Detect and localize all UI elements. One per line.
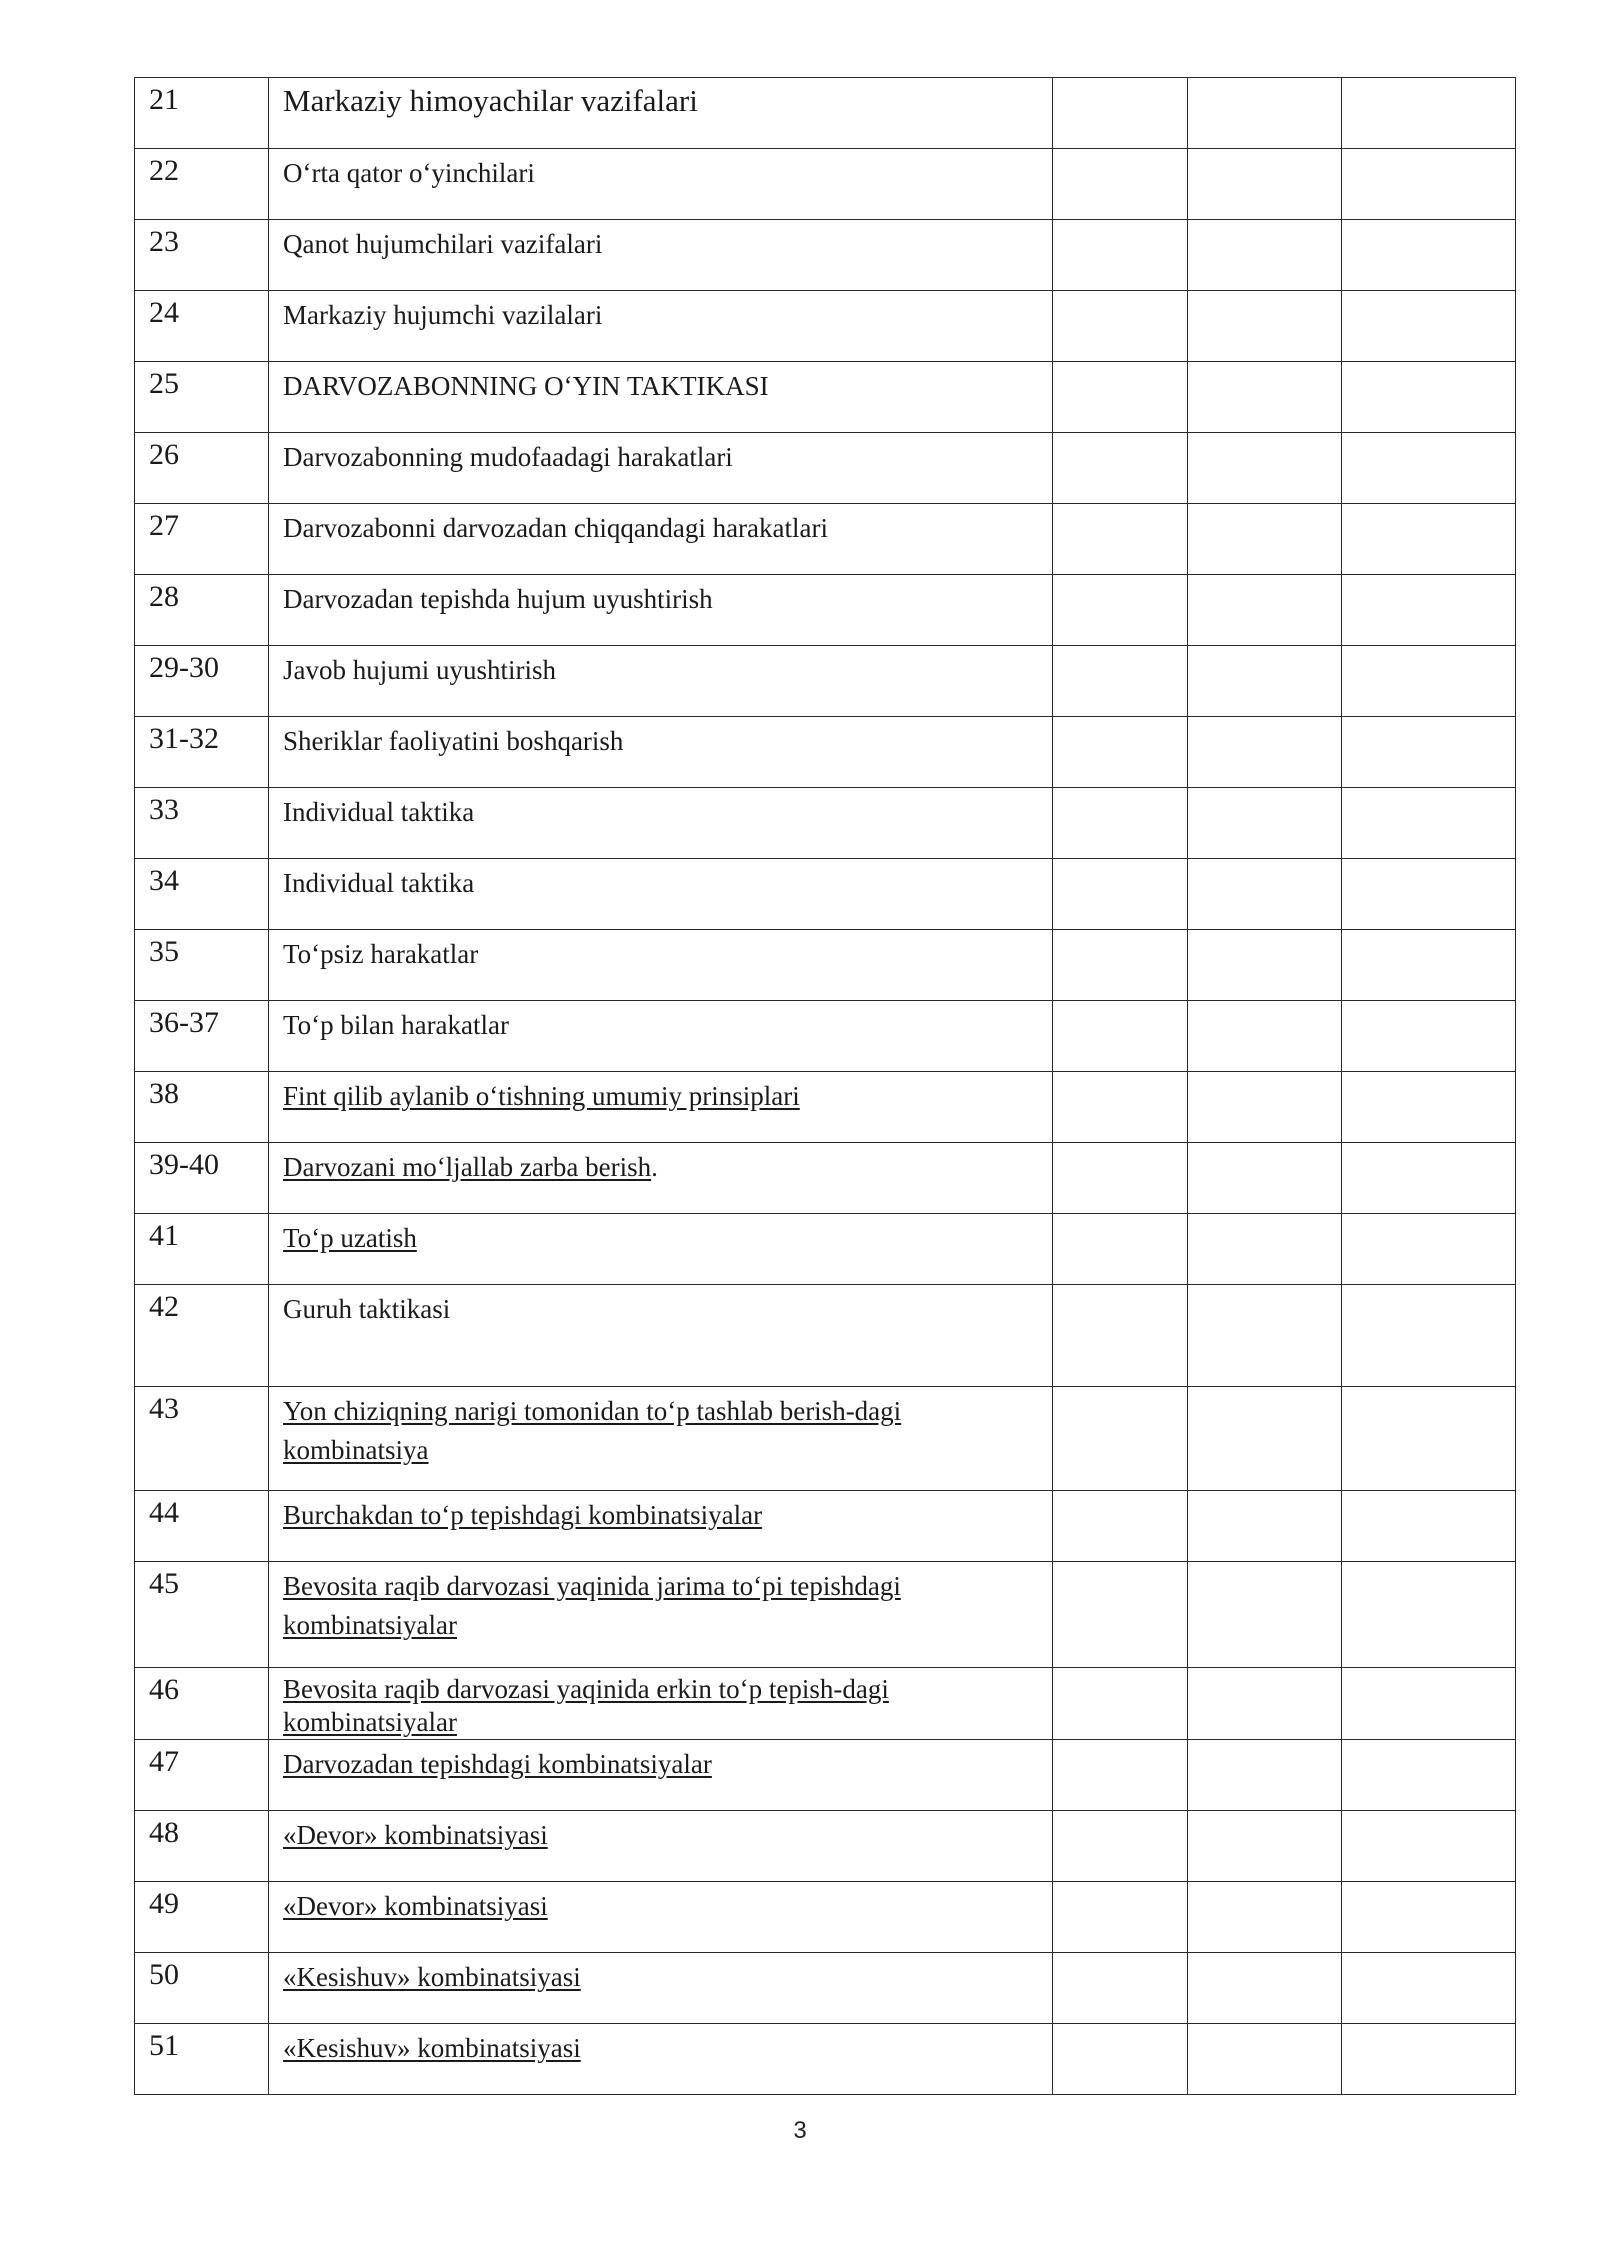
empty-cell-3 [1342, 1882, 1516, 1953]
topic-text [269, 1072, 1052, 1116]
row-number: 41 [149, 1219, 179, 1252]
topic-title: Markaziy hujumchi vazilalari [283, 300, 603, 330]
row-number: 23 [149, 225, 179, 258]
topic-title: Darvozabonni darvozadan chiqqandagi harakatlari [283, 513, 828, 543]
row-number-cell [135, 1285, 269, 1387]
row-number: 46 [149, 1673, 179, 1706]
empty-cell-1 [1053, 2024, 1188, 2095]
table-row [135, 1001, 1516, 1072]
row-number-cell [135, 78, 269, 149]
row-number-cell [135, 1562, 269, 1668]
topic-text [269, 1285, 1052, 1329]
topic-cell [269, 78, 1053, 149]
topic-title: Yon chiziqning narigi tomonidan to‘p tashlab berish-dagi kombinatsiya [283, 1396, 902, 1465]
topic-cell [269, 1491, 1053, 1562]
topic-cell [269, 1387, 1053, 1491]
topic-cell [269, 2024, 1053, 2095]
row-number-cell [135, 859, 269, 930]
row-number: 47 [149, 1745, 179, 1778]
empty-cell-2 [1188, 1214, 1342, 1285]
topic-title: O‘rta qator o‘yinchilari [283, 158, 535, 188]
table-row [135, 575, 1516, 646]
empty-cell-3 [1342, 78, 1516, 149]
topic-cell [269, 1882, 1053, 1953]
topic-title: «Devor» kombinatsiyasi [283, 1891, 548, 1921]
topic-cell [269, 646, 1053, 717]
row-number-cell [135, 1491, 269, 1562]
empty-cell-3 [1342, 220, 1516, 291]
table-row [135, 362, 1516, 433]
empty-cell-2 [1188, 788, 1342, 859]
topic-cell [269, 788, 1053, 859]
topic-text [269, 1882, 1052, 1926]
row-number-cell [135, 1882, 269, 1953]
topic-title: Burchakdan to‘p tepishdagi kombinatsiyalar [283, 1500, 763, 1530]
topic-text [269, 291, 1052, 335]
topic-title: Darvozabonning mudofaadagi harakatlari [283, 442, 733, 472]
empty-cell-1 [1053, 433, 1188, 504]
topic-title: To‘p bilan harakatlar [283, 1010, 510, 1040]
table-row [135, 220, 1516, 291]
lesson-plan-table [134, 77, 1516, 2095]
topic-title: Darvozani mo‘ljallab zarba berish [283, 1152, 652, 1182]
topic-cell [269, 1811, 1053, 1882]
topic-suffix: . [651, 1152, 658, 1182]
empty-cell-3 [1342, 1387, 1516, 1491]
topic-cell [269, 291, 1053, 362]
table-row [135, 1491, 1516, 1562]
empty-cell-3 [1342, 2024, 1516, 2095]
empty-cell-3 [1342, 1740, 1516, 1811]
table-row [135, 433, 1516, 504]
table-row [135, 788, 1516, 859]
topic-text [269, 1387, 1052, 1470]
empty-cell-2 [1188, 859, 1342, 930]
empty-cell-2 [1188, 575, 1342, 646]
empty-cell-1 [1053, 1562, 1188, 1668]
row-number: 35 [149, 935, 179, 968]
empty-cell-3 [1342, 1072, 1516, 1143]
row-number-cell [135, 220, 269, 291]
empty-cell-1 [1053, 220, 1188, 291]
empty-cell-2 [1188, 1562, 1342, 1668]
row-number: 51 [149, 2029, 179, 2062]
table-row [135, 1143, 1516, 1214]
topic-text [269, 1491, 1052, 1535]
empty-cell-1 [1053, 1668, 1188, 1740]
row-number: 28 [149, 580, 179, 613]
topic-text [269, 504, 1052, 548]
topic-title: To‘p uzatish [283, 1223, 417, 1253]
empty-cell-2 [1188, 220, 1342, 291]
topic-cell [269, 1740, 1053, 1811]
empty-cell-3 [1342, 930, 1516, 1001]
topic-title: Bevosita raqib darvozasi yaqinida erkin to‘p tepish-dagi kombinatsiyalar [283, 1674, 889, 1737]
empty-cell-2 [1188, 1668, 1342, 1740]
empty-cell-1 [1053, 859, 1188, 930]
empty-cell-2 [1188, 1285, 1342, 1387]
empty-cell-3 [1342, 1668, 1516, 1740]
topic-cell [269, 1001, 1053, 1072]
row-number: 31-32 [149, 722, 219, 755]
empty-cell-2 [1188, 930, 1342, 1001]
empty-cell-2 [1188, 362, 1342, 433]
table-row [135, 1214, 1516, 1285]
row-number: 26 [149, 438, 179, 471]
empty-cell-3 [1342, 149, 1516, 220]
row-number: 36-37 [149, 1006, 219, 1039]
row-number-cell [135, 504, 269, 575]
empty-cell-1 [1053, 1740, 1188, 1811]
row-number: 48 [149, 1816, 179, 1849]
row-number: 45 [149, 1567, 179, 1600]
empty-cell-1 [1053, 646, 1188, 717]
table-row [135, 149, 1516, 220]
row-number-cell [135, 1740, 269, 1811]
row-number-cell [135, 788, 269, 859]
empty-cell-3 [1342, 1811, 1516, 1882]
row-number: 42 [149, 1290, 179, 1323]
row-number-cell [135, 362, 269, 433]
empty-cell-3 [1342, 1143, 1516, 1214]
row-number-cell [135, 1387, 269, 1491]
empty-cell-3 [1342, 1214, 1516, 1285]
empty-cell-1 [1053, 575, 1188, 646]
empty-cell-3 [1342, 291, 1516, 362]
empty-cell-3 [1342, 646, 1516, 717]
empty-cell-2 [1188, 1811, 1342, 1882]
empty-cell-1 [1053, 362, 1188, 433]
row-number-cell [135, 1811, 269, 1882]
topic-text [269, 859, 1052, 903]
table-row [135, 1387, 1516, 1491]
empty-cell-1 [1053, 1285, 1188, 1387]
empty-cell-3 [1342, 1001, 1516, 1072]
empty-cell-1 [1053, 788, 1188, 859]
row-number-cell [135, 930, 269, 1001]
topic-title: «Kesishuv» kombinatsiyasi [283, 2033, 581, 2063]
empty-cell-1 [1053, 1214, 1188, 1285]
topic-cell [269, 1214, 1053, 1285]
topic-text [269, 78, 1052, 119]
empty-cell-3 [1342, 1491, 1516, 1562]
empty-cell-1 [1053, 930, 1188, 1001]
row-number-cell [135, 1953, 269, 2024]
empty-cell-2 [1188, 78, 1342, 149]
row-number: 43 [149, 1392, 179, 1425]
row-number-cell [135, 646, 269, 717]
topic-cell [269, 1072, 1053, 1143]
topic-title: Sheriklar faoliyatini boshqarish [283, 726, 624, 756]
table-row [135, 291, 1516, 362]
topic-title: Fint qilib aylanib o‘tishning umumiy prinsiplari [283, 1081, 800, 1111]
empty-cell-3 [1342, 859, 1516, 930]
row-number: 25 [149, 367, 179, 400]
empty-cell-3 [1342, 717, 1516, 788]
topic-title: «Kesishuv» kombinatsiyasi [283, 1962, 581, 1992]
topic-title: DARVOZABONNING O‘YIN TAKTIKASI [283, 371, 769, 401]
empty-cell-2 [1188, 717, 1342, 788]
table-row [135, 2024, 1516, 2095]
empty-cell-2 [1188, 1387, 1342, 1491]
table-row [135, 930, 1516, 1001]
topic-text [269, 433, 1052, 477]
topic-cell [269, 930, 1053, 1001]
topic-cell [269, 1668, 1053, 1740]
topic-title: «Devor» kombinatsiyasi [283, 1820, 548, 1850]
empty-cell-1 [1053, 1001, 1188, 1072]
table-row [135, 78, 1516, 149]
empty-cell-1 [1053, 1072, 1188, 1143]
row-number: 33 [149, 793, 179, 826]
table-row [135, 1072, 1516, 1143]
topic-cell [269, 433, 1053, 504]
topic-title: Markaziy himoyachilar vazifalari [283, 83, 698, 118]
empty-cell-2 [1188, 1491, 1342, 1562]
table-row [135, 1562, 1516, 1668]
topic-text [269, 2024, 1052, 2068]
topic-text [269, 646, 1052, 690]
topic-title: Individual taktika [283, 868, 475, 898]
topic-cell [269, 220, 1053, 291]
topic-title: Darvozadan tepishda hujum uyushtirish [283, 584, 713, 614]
row-number: 29-30 [149, 651, 219, 684]
row-number-cell [135, 575, 269, 646]
row-number: 22 [149, 154, 179, 187]
topic-text [269, 1811, 1052, 1855]
empty-cell-2 [1188, 1001, 1342, 1072]
row-number: 50 [149, 1958, 179, 1991]
table-row [135, 1811, 1516, 1882]
row-number: 27 [149, 509, 179, 542]
table-row [135, 859, 1516, 930]
topic-cell [269, 575, 1053, 646]
row-number-cell [135, 717, 269, 788]
topic-cell [269, 149, 1053, 220]
empty-cell-2 [1188, 433, 1342, 504]
topic-text [269, 362, 1052, 406]
empty-cell-1 [1053, 1387, 1188, 1491]
empty-cell-2 [1188, 504, 1342, 575]
topic-title: To‘psiz harakatlar [283, 939, 479, 969]
empty-cell-1 [1053, 1953, 1188, 2024]
row-number-cell [135, 1072, 269, 1143]
topic-title: Guruh taktikasi [283, 1294, 451, 1324]
table-row [135, 1882, 1516, 1953]
empty-cell-2 [1188, 149, 1342, 220]
topic-title: Bevosita raqib darvozasi yaqinida jarima to‘pi tepishdagi kombinatsiyalar [283, 1571, 901, 1640]
row-number-cell [135, 291, 269, 362]
row-number: 44 [149, 1496, 179, 1529]
topic-title: Qanot hujumchilari vazifalari [283, 229, 603, 259]
topic-text [269, 1214, 1052, 1258]
row-number-cell [135, 2024, 269, 2095]
row-number: 21 [149, 83, 179, 116]
row-number: 34 [149, 864, 179, 897]
topic-text [269, 1143, 1052, 1187]
empty-cell-3 [1342, 1285, 1516, 1387]
empty-cell-3 [1342, 1562, 1516, 1668]
topic-text [269, 1740, 1052, 1784]
table-row [135, 646, 1516, 717]
topic-text [269, 1668, 1052, 1739]
row-number: 39-40 [149, 1148, 219, 1181]
row-number: 24 [149, 296, 179, 329]
empty-cell-1 [1053, 717, 1188, 788]
topic-text [269, 788, 1052, 832]
row-number-cell [135, 1001, 269, 1072]
row-number-cell [135, 1214, 269, 1285]
topic-title: Individual taktika [283, 797, 475, 827]
page-number: 3 [793, 2117, 807, 2144]
topic-cell [269, 1953, 1053, 2024]
empty-cell-1 [1053, 291, 1188, 362]
empty-cell-1 [1053, 78, 1188, 149]
empty-cell-2 [1188, 1143, 1342, 1214]
row-number-cell [135, 433, 269, 504]
topic-cell [269, 504, 1053, 575]
empty-cell-2 [1188, 291, 1342, 362]
topic-cell [269, 1143, 1053, 1214]
empty-cell-2 [1188, 1740, 1342, 1811]
empty-cell-1 [1053, 1143, 1188, 1214]
topic-text [269, 575, 1052, 619]
table-row [135, 1668, 1516, 1740]
table-row [135, 1953, 1516, 2024]
topic-text [269, 149, 1052, 193]
topic-text [269, 220, 1052, 264]
topic-cell [269, 717, 1053, 788]
table-row [135, 504, 1516, 575]
empty-cell-3 [1342, 575, 1516, 646]
topic-cell [269, 1562, 1053, 1668]
empty-cell-2 [1188, 1953, 1342, 2024]
topic-text [269, 1001, 1052, 1045]
topic-cell [269, 362, 1053, 433]
row-number-cell [135, 1143, 269, 1214]
row-number: 38 [149, 1077, 179, 1110]
empty-cell-3 [1342, 788, 1516, 859]
lesson-plan-body [135, 78, 1516, 2095]
table-row [135, 1285, 1516, 1387]
empty-cell-3 [1342, 504, 1516, 575]
empty-cell-2 [1188, 1072, 1342, 1143]
empty-cell-3 [1342, 433, 1516, 504]
empty-cell-2 [1188, 646, 1342, 717]
topic-title: Darvozadan tepishdagi kombinatsiyalar [283, 1749, 712, 1779]
empty-cell-1 [1053, 1811, 1188, 1882]
empty-cell-3 [1342, 362, 1516, 433]
topic-text [269, 1953, 1052, 1997]
topic-text [269, 717, 1052, 761]
empty-cell-3 [1342, 1953, 1516, 2024]
table-row [135, 1740, 1516, 1811]
topic-cell [269, 859, 1053, 930]
empty-cell-2 [1188, 2024, 1342, 2095]
topic-cell [269, 1285, 1053, 1387]
empty-cell-1 [1053, 1491, 1188, 1562]
row-number-cell [135, 149, 269, 220]
table-row [135, 717, 1516, 788]
empty-cell-1 [1053, 504, 1188, 575]
empty-cell-1 [1053, 149, 1188, 220]
topic-text [269, 1562, 1052, 1645]
topic-title: Javob hujumi uyushtirish [283, 655, 557, 685]
topic-text [269, 930, 1052, 974]
row-number: 49 [149, 1887, 179, 1920]
empty-cell-2 [1188, 1882, 1342, 1953]
empty-cell-1 [1053, 1882, 1188, 1953]
row-number-cell [135, 1668, 269, 1740]
